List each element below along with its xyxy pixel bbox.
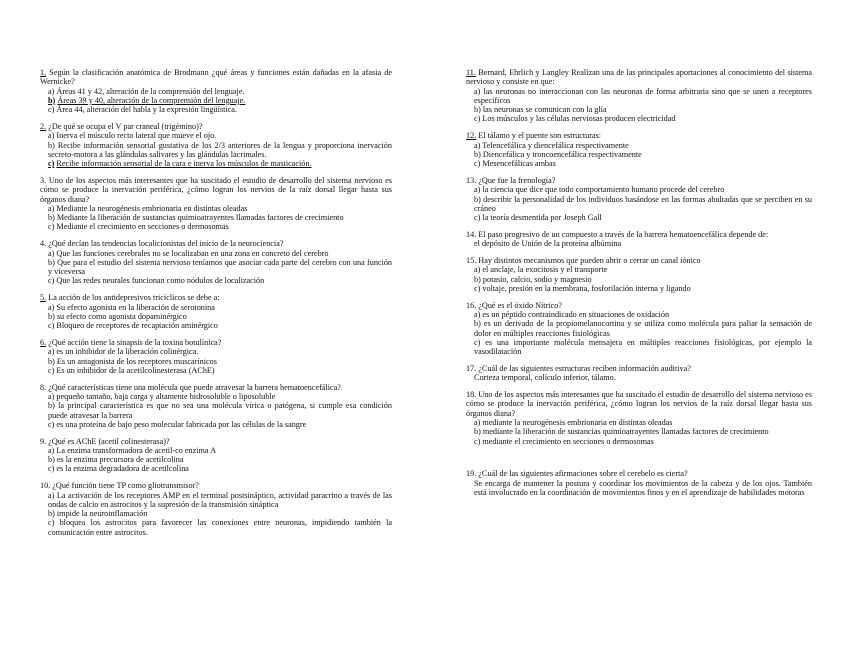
option-text: es un inhibidor de la liberación colinérgica. xyxy=(56,347,199,357)
question-text: ¿De qué se ocupa el V par craneal (trigémino)? xyxy=(48,121,203,131)
question-stem xyxy=(466,131,812,140)
question-text: ¿Cuál de las siguientes afirmaciones sobre el cerebelo es cierta? xyxy=(478,469,688,479)
answer-option xyxy=(40,204,392,213)
option-label: b) xyxy=(48,95,56,105)
option-text: voltaje, presión en la membrana, fosforilación interna y ligando xyxy=(482,283,691,293)
question-number: 15. xyxy=(466,256,477,266)
question-stem xyxy=(40,383,392,392)
option-text: Mediante el crecimiento en secciones o dermosomas xyxy=(56,222,229,232)
option-text: es la enzima precursora de acetilcolina xyxy=(56,455,184,465)
option-label: c) xyxy=(474,114,481,124)
question-stem xyxy=(40,176,392,204)
option-text: Área 44, alteración del habla y la expresión lingüística. xyxy=(56,105,237,115)
option-label: a) xyxy=(48,445,55,455)
question-number: 9. xyxy=(40,436,47,446)
answer-text: el depósito de Unión de la proteína albúmina xyxy=(474,239,622,249)
option-label: c) xyxy=(48,159,55,169)
option-text: Que las funciones cerebrales no se localizaban en una zona en concreto del cerebro xyxy=(56,248,329,258)
option-label: b) xyxy=(474,149,481,159)
option-text: Que para el estudio del sistema nervioso teníamos que asociar cada parte del cerebro con una función y viceversa xyxy=(48,257,393,277)
option-label: c) xyxy=(474,213,481,223)
question-text: Uno de los aspectos más interesantes que ha suscitado el estudio de desarrollo del sistema nervioso es cómo se produce la inervación periférica, ¿cómo logran los nervios de la raíz dorsal llegar hasta sus órganos diana? xyxy=(466,390,812,418)
spacer xyxy=(466,453,812,469)
answer-option xyxy=(40,392,392,401)
question-stem xyxy=(40,481,392,490)
option-text: Los músculos y las células nerviosas producen electricidad xyxy=(482,114,676,124)
option-text: Áreas 41 y 42, alteración de la comprensión del lenguaje. xyxy=(56,86,245,96)
option-label: b) xyxy=(474,274,481,284)
option-label: c) xyxy=(48,276,55,286)
question-stem xyxy=(40,437,392,446)
answer-text: Se encarga de mantener la postura y coordinar los movimientos de la cabeza y de los ojos. También está involucrado en la coordinación de movimientos finos y en el aprendizaje de habilidades motoras xyxy=(474,478,812,497)
answer-option xyxy=(40,464,392,473)
option-text: Es un antagonista de los receptores muscarínicos xyxy=(56,356,217,366)
answer-option xyxy=(466,114,812,123)
option-label: c) xyxy=(48,365,55,375)
question xyxy=(466,68,812,124)
left-column xyxy=(40,68,392,545)
answer-option xyxy=(466,185,812,194)
answer-option xyxy=(466,427,812,436)
option-label: b) xyxy=(48,356,55,366)
question-number: 4. xyxy=(40,239,47,249)
answer-option xyxy=(40,446,392,455)
option-text: La activación de los receptores AMP en el terminal postsináptico, actividad paracrino a través de las ondas de calcio en astrocitos y la supresión de la transmisión sináptica xyxy=(48,490,392,509)
answer-option xyxy=(40,509,392,518)
question-stem xyxy=(40,338,392,347)
option-text: las neuronas se comunican con la glía xyxy=(482,105,607,115)
option-label: b) xyxy=(48,257,55,267)
question-text: ¿Qué función tiene TP como gliotransmisor? xyxy=(52,481,199,491)
question xyxy=(40,293,392,330)
question-number: 11. xyxy=(466,68,476,77)
answer-option xyxy=(40,105,392,114)
question xyxy=(40,338,392,375)
option-text: Bloqueo de receptores de recaptación aminérgico xyxy=(56,321,218,331)
question-number: 17. xyxy=(466,364,477,374)
question xyxy=(40,68,392,114)
option-text: su efecto como agonista dopaminérgico xyxy=(56,311,187,321)
right-column xyxy=(466,68,812,505)
question xyxy=(466,364,812,383)
option-text: pequeño tamaño, baja carga y altamente hidrosoluble o liposoluble xyxy=(56,391,276,401)
question-number: 2. xyxy=(40,121,47,131)
question xyxy=(40,239,392,285)
question-text: El paso progresivo de un compuesto a través de la barrera hematoencefálica depende de: xyxy=(478,229,769,239)
option-label: a) xyxy=(48,248,55,258)
option-text: es un derivado de la propiomelanocortina y se utiliza como molécula para paliar la sensación de dolor en múltiples reacciones fisiológicas xyxy=(474,319,813,338)
answer-option xyxy=(40,518,392,537)
question-number: 18. xyxy=(466,390,477,400)
answer-option xyxy=(40,276,392,285)
option-text: describir la personalidad de los individuos basándose en las formas abultadas que se perciben en su cráneo xyxy=(474,194,813,213)
question xyxy=(466,469,812,497)
option-text: Recibe información sensorial de la cara e inerva los músculos de masticación. xyxy=(56,159,312,169)
option-text: mediante la neurogénesis embrionaria en distintas oleadas xyxy=(482,418,673,427)
option-label: c) xyxy=(48,105,55,115)
option-label: a) xyxy=(48,490,55,500)
question-stem xyxy=(40,293,392,302)
answer-option xyxy=(40,141,392,160)
question-text: ¿Que fue la frenología? xyxy=(478,175,556,185)
question-number: 19. xyxy=(466,469,477,479)
question-number: 10. xyxy=(40,481,51,491)
option-label: b) xyxy=(474,105,481,115)
question-number: 5. xyxy=(40,293,47,303)
option-label: a) xyxy=(474,185,481,195)
option-label: b) xyxy=(48,455,55,465)
option-text: mediante la liberación de sustancias quimioatrayentes llamadas factores de crecimiento xyxy=(482,427,769,437)
option-label: a) xyxy=(474,310,481,320)
question-stem xyxy=(40,68,392,87)
option-label: b) xyxy=(48,213,55,223)
question-text: Bernard, Ehrlich y Langley Realizan una de las principales aportaciones al conocimiento del sistema nervioso y consiste en que: xyxy=(466,68,812,87)
question-stem xyxy=(466,176,812,185)
option-text: mediante el crecimiento en secciones o dermosomas xyxy=(482,436,654,446)
option-label: a) xyxy=(474,140,481,150)
question-stem xyxy=(466,390,812,418)
question-number: 3. xyxy=(40,175,47,185)
question-number: 12. xyxy=(466,131,477,141)
question xyxy=(466,176,812,222)
answer-option xyxy=(40,420,392,429)
option-text: bloquea los astrocitos para favorecer las conexiones entre neuronas, impidiendo también la comunicación entre astrocitos. xyxy=(48,518,392,537)
answer-option xyxy=(466,150,812,159)
question-text: ¿Qué características tiene una molécula que puede atravesar la barrera hematoencefálica? xyxy=(48,382,341,392)
question-text: Según la clasificación anatómica de Brodmann ¿qué áreas y funciones están dañadas en la afasia de Wernicke? xyxy=(40,68,393,87)
answer-option xyxy=(40,87,392,96)
option-text: potasio, calcio, sodio y magnesio xyxy=(482,274,592,284)
question-number: 13. xyxy=(466,175,477,185)
option-text: la principal característica es que no sea una molécula vírica o patógena, si cumple esa condición puede atravesar la barrera xyxy=(48,401,392,420)
answer-option xyxy=(40,347,392,356)
question-stem xyxy=(466,364,812,373)
question xyxy=(40,383,392,429)
answer-option xyxy=(466,437,812,446)
answer-option xyxy=(40,321,392,330)
option-label: c) xyxy=(474,436,481,446)
option-label: b) xyxy=(474,319,481,329)
option-text: Su efecto agonista en la liberación de serotonina xyxy=(56,302,215,312)
option-label: b) xyxy=(474,194,481,204)
question-number: 6. xyxy=(40,337,47,347)
answer-option xyxy=(40,131,392,140)
option-label: b) xyxy=(48,140,55,150)
question-stem xyxy=(40,122,392,131)
option-text: Que las redes neurales funcionan como nódulos de localización xyxy=(56,276,265,286)
option-text: las neuronas no interaccionan con las neuronas de forma arbitraria sino que se unen a receptores específicos xyxy=(474,86,812,105)
option-text: es la enzima degradadora de acetilcolina xyxy=(56,464,189,474)
option-text: la teoría desmentida por Joseph Gall xyxy=(482,213,602,223)
question-text: Uno de los aspectos más interesantes que ha suscitado el estudio de desarrollo del sistema nervioso es cómo se produce la inervación periférica, ¿cómo logran los nervios de la raíz dorsal llegar hasta sus órganos diana? xyxy=(40,175,392,204)
option-text: la ciencia que dice que todo comportamiento humano procede del cerebro xyxy=(482,185,725,195)
answer-option xyxy=(40,303,392,312)
answer-option xyxy=(466,265,812,274)
question-stem xyxy=(40,239,392,248)
option-label: a) xyxy=(48,131,55,141)
answer-option xyxy=(40,96,392,105)
option-label: c) xyxy=(48,321,55,331)
question xyxy=(466,131,812,168)
option-text: Mediante la liberación de sustancias quimioatrayentes llamadas factores de crecimiento xyxy=(56,213,344,223)
question-text: El tálamo y el puente son estructuras: xyxy=(478,131,602,141)
option-text: Mesencefálicas ambas xyxy=(482,159,556,169)
option-label: a) xyxy=(474,265,481,275)
option-text: Es un inhibidor de la acetilcolinesterasa (AChE) xyxy=(56,365,215,375)
question xyxy=(40,122,392,168)
option-label: c) xyxy=(48,419,55,429)
answer-option xyxy=(40,357,392,366)
answer-option xyxy=(40,401,392,420)
answer-option xyxy=(40,159,392,168)
answer-option xyxy=(466,213,812,222)
option-text: Telencefálica y diencefálica respectivamente xyxy=(482,140,629,150)
question xyxy=(466,256,812,293)
answer-option xyxy=(466,105,812,114)
question-text: ¿Cuál de las siguientes estructuras reciben información auditiva? xyxy=(478,364,691,374)
option-text: Mediante la neurogénesis embrionaria en distintas oleadas xyxy=(56,203,248,213)
option-label: c) xyxy=(48,222,55,232)
question-stem xyxy=(466,230,812,239)
option-label: b) xyxy=(48,509,55,519)
question-number: 14. xyxy=(466,229,477,239)
question xyxy=(40,437,392,474)
option-label: a) xyxy=(48,302,55,312)
option-label: c) xyxy=(48,518,55,528)
question-text: ¿Qué es AChE (acetil colinesterasa)? xyxy=(48,436,170,446)
question-text: ¿Qué es el óxido Nítrico? xyxy=(478,300,562,310)
option-label: a) xyxy=(48,347,55,357)
answer-option xyxy=(466,319,812,338)
answer-option xyxy=(466,284,812,293)
question xyxy=(40,176,392,232)
option-label: c) xyxy=(474,283,481,293)
option-text: Áreas 39 y 40, alteración de la comprensión del lenguaje. xyxy=(57,95,246,105)
question-stem xyxy=(466,68,812,87)
answer-option xyxy=(466,141,812,150)
answer-option xyxy=(40,455,392,464)
answer-option xyxy=(40,491,392,510)
option-label: b) xyxy=(48,311,55,321)
answer-option xyxy=(466,338,812,357)
answer-option xyxy=(466,195,812,214)
question xyxy=(466,390,812,446)
answer-option xyxy=(466,418,812,427)
option-text: el anclaje, la exocitosis y el transporte xyxy=(482,265,608,275)
option-text: impide la neuroinflamación xyxy=(56,509,148,519)
option-label: b) xyxy=(474,427,481,437)
answer-option xyxy=(40,312,392,321)
option-label: c) xyxy=(48,464,55,474)
answer-option xyxy=(466,310,812,319)
question-text: La acción de los antidepresivos tricíclicos se debe a: xyxy=(48,293,220,303)
option-text: Recibe información sensorial gustativa de los 2/3 anteriores de la lengua y proporciona inervación secreto-motora a las glándulas salivares y las glándulas lacrimales. xyxy=(48,140,392,159)
answer-option xyxy=(40,366,392,375)
option-text: La enzima transformadora de acetil-co enzima A xyxy=(56,445,216,455)
option-text: Inerva el músculo recto lateral que mueve el ojo. xyxy=(56,131,217,141)
answer-option xyxy=(40,249,392,258)
option-label: c) xyxy=(474,159,481,169)
option-label: b) xyxy=(48,401,55,411)
answer-option xyxy=(466,275,812,284)
answer-text: Corteza temporal, colículo inferior, tálamo. xyxy=(474,373,616,383)
option-label: c) xyxy=(474,337,481,347)
answer-option xyxy=(466,159,812,168)
option-text: es una importante molécula mensajera en múltiples reacciones fisiológicas, por ejemplo la vasodilatación xyxy=(474,337,813,357)
answer-option xyxy=(40,222,392,231)
option-text: es una proteína de bajo peso molecular fabricada por las células de la sangre xyxy=(56,419,307,429)
answer-option xyxy=(466,87,812,106)
question-number: 1. xyxy=(40,68,47,77)
option-label: a) xyxy=(48,391,55,401)
answer-option xyxy=(40,213,392,222)
option-label: a) xyxy=(48,86,55,96)
question xyxy=(40,481,392,537)
question-stem xyxy=(466,301,812,310)
question-stem xyxy=(466,469,812,478)
option-label: a) xyxy=(474,86,481,96)
question-text: ¿Qué acción tiene la sinapsis de la toxina botulínica? xyxy=(48,337,222,347)
question-text: ¿Qué decían las tendencias localicionistas del inicio de la neurociencia? xyxy=(48,239,284,249)
answer-option xyxy=(40,258,392,277)
option-label: a) xyxy=(474,418,481,427)
question-number: 8. xyxy=(40,382,47,392)
question xyxy=(466,301,812,357)
question xyxy=(466,230,812,249)
question-text: Hay distintos mecanismos que pueden abrir o cerrar un canal iónico xyxy=(478,256,701,266)
option-text: es un péptido contraindicado en situaciones de oxidación xyxy=(482,310,670,320)
question-stem xyxy=(466,256,812,265)
option-label: a) xyxy=(48,203,55,213)
question-number: 16. xyxy=(466,300,477,310)
option-text: Diencefálica y troncoencefálica respectivamente xyxy=(482,149,642,159)
